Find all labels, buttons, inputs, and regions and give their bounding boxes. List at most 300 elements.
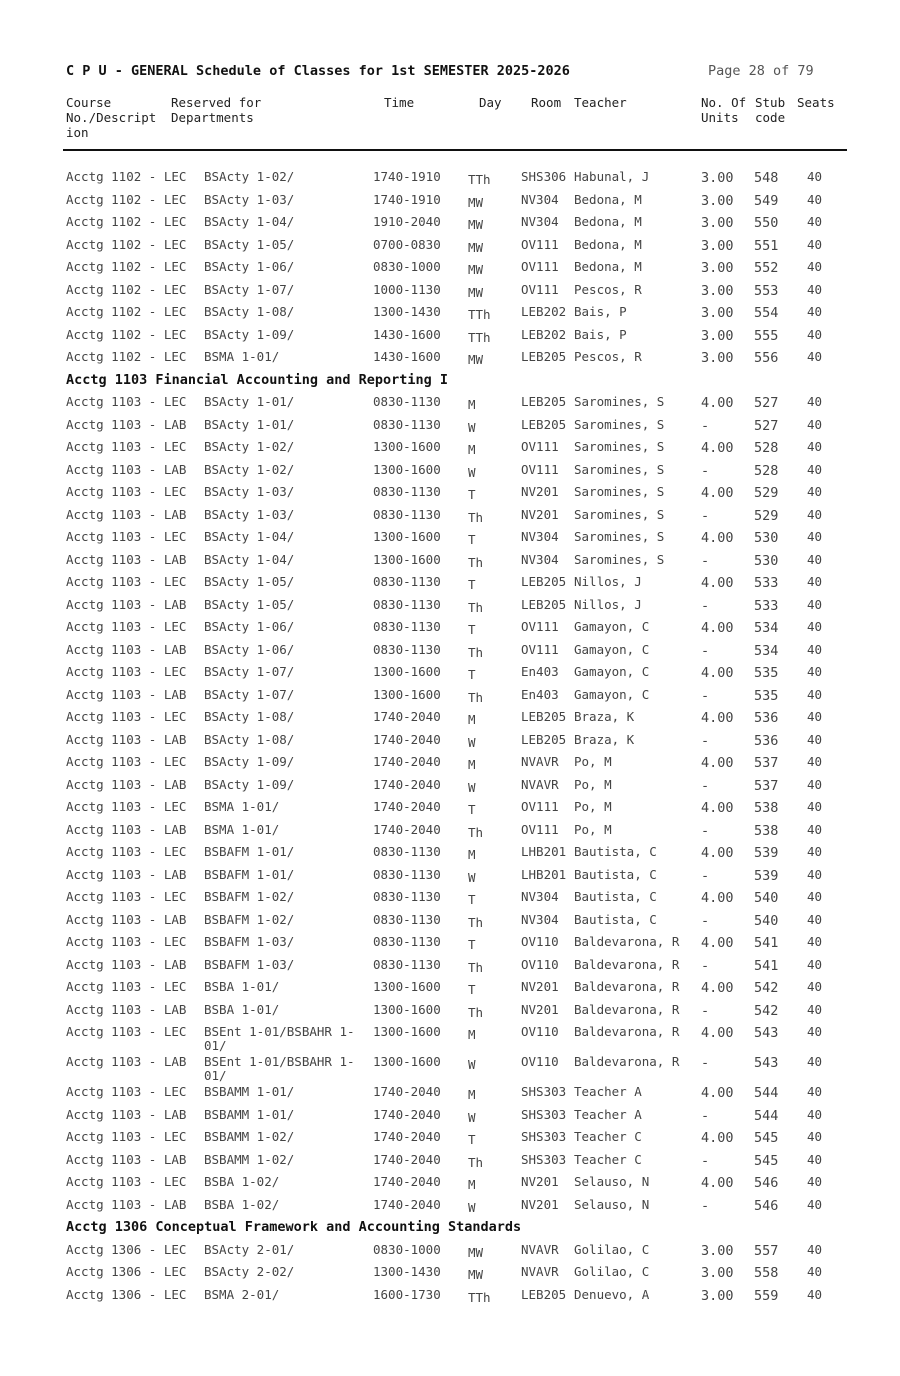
day-cell: W — [468, 464, 476, 480]
teacher-cell: Gamayon, C — [574, 664, 650, 679]
section-heading: Acctg 1103 Financial Accounting and Reporting I — [66, 371, 449, 388]
course-cell: Acctg 1103 - LEC — [66, 934, 187, 949]
seats-cell: 40 — [807, 1196, 823, 1212]
units-cell: - — [701, 687, 710, 704]
stub-cell: 539 — [754, 845, 779, 861]
stub-cell: 553 — [754, 282, 779, 299]
units-cell: 4.00 — [701, 485, 734, 501]
day-cell: T — [468, 577, 476, 592]
stub-cell: 543 — [754, 1055, 779, 1071]
day-cell: TTh — [468, 307, 491, 322]
teacher-cell: Pescos, R — [574, 349, 642, 364]
department-cell: BSActy 1-05/ — [204, 574, 295, 589]
teacher-cell: Teacher C — [574, 1151, 642, 1167]
seats-cell: 40 — [807, 776, 823, 792]
time-cell: 0830-1130 — [373, 934, 441, 949]
seats-cell: 40 — [807, 416, 823, 432]
room-cell: LEB205 — [521, 416, 567, 432]
stub-cell: 528 — [754, 440, 779, 456]
teacher-cell: Selauso, N — [574, 1196, 650, 1212]
seats-cell: 40 — [807, 191, 823, 207]
course-cell: Acctg 1103 - LEC — [66, 709, 187, 724]
units-cell: 4.00 — [701, 755, 734, 771]
course-cell: Acctg 1306 - LEC — [66, 1286, 187, 1302]
teacher-cell: Saromines, S — [574, 394, 665, 409]
department-cell: BSBA 1-01/ — [204, 979, 280, 994]
department-cell: BSActy 1-06/ — [204, 641, 295, 657]
stub-cell: 549 — [754, 192, 779, 209]
section-heading: Acctg 1306 Conceptual Framework and Accounting Standards — [66, 1219, 522, 1235]
teacher-cell: Saromines, S — [574, 506, 665, 522]
teacher-cell: Saromines, S — [574, 484, 665, 499]
time-cell: 1300-1600 — [373, 461, 441, 477]
stub-cell: 548 — [754, 170, 779, 186]
time-cell: 0830-1000 — [373, 259, 441, 274]
teacher-cell: Baldevarona, R — [574, 1001, 680, 1017]
department-cell: BSActy 1-04/ — [204, 551, 295, 567]
units-cell: 4.00 — [701, 1175, 734, 1191]
seats-cell: 40 — [807, 866, 823, 882]
day-cell: MW — [468, 262, 484, 277]
column-header-teacher: Teacher — [574, 95, 627, 110]
room-cell: NVAVR — [521, 754, 559, 769]
time-cell: 0830-1130 — [373, 911, 441, 927]
department-cell: BSMA 2-01/ — [204, 1286, 280, 1302]
department-cell: BSActy 1-03/ — [204, 484, 295, 499]
seats-cell: 40 — [807, 641, 823, 657]
room-cell: NV304 — [521, 551, 559, 567]
time-cell: 1430-1600 — [373, 349, 441, 364]
department-cell: BSActy 2-02/ — [204, 1264, 295, 1279]
room-cell: SHS306 — [521, 169, 567, 184]
seats-cell: 40 — [807, 889, 823, 904]
seats-cell: 40 — [807, 934, 823, 949]
teacher-cell: Saromines, S — [574, 461, 665, 477]
teacher-cell: Teacher A — [574, 1106, 642, 1122]
room-cell: LHB201 — [521, 844, 567, 859]
day-cell: Th — [468, 554, 484, 570]
units-cell: 4.00 — [701, 530, 734, 546]
department-cell: BSEnt 1-01/BSBAHR 1- 01/ — [204, 1054, 355, 1083]
time-cell: 1000-1130 — [373, 281, 441, 297]
teacher-cell: Po, M — [574, 776, 612, 792]
seats-cell: 40 — [807, 619, 823, 634]
day-cell: W — [468, 734, 476, 750]
day-cell: T — [468, 667, 476, 682]
department-cell: BSActy 1-09/ — [204, 326, 295, 342]
seats-cell: 40 — [807, 1084, 823, 1099]
department-cell: BSActy 1-08/ — [204, 304, 295, 319]
seats-cell: 40 — [807, 911, 823, 927]
course-cell: Acctg 1103 - LAB — [66, 1001, 187, 1017]
teacher-cell: Saromines, S — [574, 416, 665, 432]
teacher-cell: Bedona, M — [574, 214, 642, 229]
seats-cell: 40 — [807, 844, 823, 859]
units-cell: 4.00 — [701, 935, 734, 951]
teacher-cell: Bautista, C — [574, 844, 657, 859]
units-cell: 4.00 — [701, 890, 734, 906]
room-cell: LEB202 — [521, 304, 567, 319]
room-cell: OV111 — [521, 281, 559, 297]
time-cell: 1300-1600 — [373, 551, 441, 567]
day-cell: Th — [468, 599, 484, 615]
seats-cell: 40 — [807, 214, 823, 229]
department-cell: BSBAMM 1-01/ — [204, 1084, 295, 1099]
course-cell: Acctg 1103 - LAB — [66, 821, 187, 837]
seats-cell: 40 — [807, 821, 823, 837]
units-cell: - — [701, 1002, 710, 1019]
time-cell: 1740-2040 — [373, 754, 441, 769]
room-cell: NV201 — [521, 1174, 559, 1189]
department-cell: BSBAFM 1-03/ — [204, 934, 295, 949]
room-cell: NV201 — [521, 484, 559, 499]
time-cell: 1740-2040 — [373, 776, 441, 792]
course-cell: Acctg 1103 - LEC — [66, 1084, 187, 1099]
course-cell: Acctg 1103 - LEC — [66, 484, 187, 499]
stub-cell: 557 — [754, 1242, 779, 1259]
units-cell: - — [701, 1055, 710, 1071]
units-cell: 4.00 — [701, 575, 734, 591]
teacher-cell: Saromines, S — [574, 529, 665, 544]
department-cell: BSActy 1-01/ — [204, 416, 295, 432]
day-cell: T — [468, 892, 476, 907]
department-cell: BSActy 1-09/ — [204, 776, 295, 792]
time-cell: 0830-1130 — [373, 416, 441, 432]
stub-cell: 545 — [754, 1130, 779, 1146]
time-cell: 0830-1130 — [373, 506, 441, 522]
department-cell: BSActy 1-09/ — [204, 754, 295, 769]
stub-cell: 529 — [754, 485, 779, 501]
teacher-cell: Braza, K — [574, 709, 635, 724]
teacher-cell: Saromines, S — [574, 551, 665, 567]
stub-cell: 527 — [754, 417, 779, 434]
room-cell: LEB205 — [521, 574, 567, 589]
column-header-time: Time — [384, 95, 415, 110]
room-cell: NVAVR — [521, 1241, 559, 1257]
column-header-stub: Stub code — [755, 95, 786, 125]
room-cell: SHS303 — [521, 1151, 567, 1167]
course-cell: Acctg 1102 - LEC — [66, 236, 187, 252]
room-cell: SHS303 — [521, 1084, 567, 1099]
department-cell: BSMA 1-01/ — [204, 799, 280, 814]
seats-cell: 40 — [807, 506, 823, 522]
course-cell: Acctg 1102 - LEC — [66, 349, 187, 364]
course-cell: Acctg 1102 - LEC — [66, 214, 187, 229]
stub-cell: 527 — [754, 395, 779, 411]
time-cell: 0830-1130 — [373, 956, 441, 972]
course-cell: Acctg 1103 - LEC — [66, 529, 187, 544]
stub-cell: 541 — [754, 935, 779, 951]
units-cell: 3.00 — [701, 327, 734, 344]
day-cell: M — [468, 757, 476, 772]
time-cell: 0830-1130 — [373, 596, 441, 612]
time-cell: 1740-2040 — [373, 1129, 441, 1144]
seats-cell: 40 — [807, 551, 823, 567]
teacher-cell: Bautista, C — [574, 889, 657, 904]
units-cell: 4.00 — [701, 1025, 734, 1041]
room-cell: NV304 — [521, 529, 559, 544]
time-cell: 0830-1130 — [373, 574, 441, 589]
seats-cell: 40 — [807, 1174, 823, 1189]
time-cell: 1430-1600 — [373, 326, 441, 342]
department-cell: BSActy 1-07/ — [204, 664, 295, 679]
stub-cell: 545 — [754, 1152, 779, 1169]
day-cell: MW — [468, 284, 484, 300]
room-cell: OV111 — [521, 236, 559, 252]
day-cell: T — [468, 982, 476, 997]
time-cell: 1740-2040 — [373, 1174, 441, 1189]
seats-cell: 40 — [807, 281, 823, 297]
course-cell: Acctg 1103 - LAB — [66, 551, 187, 567]
course-cell: Acctg 1103 - LAB — [66, 1196, 187, 1212]
units-cell: - — [701, 507, 710, 524]
stub-cell: 535 — [754, 665, 779, 681]
stub-cell: 558 — [754, 1265, 779, 1281]
seats-cell: 40 — [807, 731, 823, 747]
department-cell: BSActy 1-04/ — [204, 214, 295, 229]
course-cell: Acctg 1103 - LEC — [66, 1129, 187, 1144]
units-cell: 3.00 — [701, 170, 734, 186]
teacher-cell: Teacher A — [574, 1084, 642, 1099]
stub-cell: 546 — [754, 1197, 779, 1214]
seats-cell: 40 — [807, 1024, 823, 1039]
day-cell: M — [468, 712, 476, 727]
teacher-cell: Bedona, M — [574, 191, 642, 207]
department-cell: BSBAMM 1-01/ — [204, 1106, 295, 1122]
teacher-cell: Habunal, J — [574, 169, 650, 184]
stub-cell: 546 — [754, 1175, 779, 1191]
time-cell: 1910-2040 — [373, 214, 441, 229]
day-cell: MW — [468, 217, 484, 232]
teacher-cell: Gamayon, C — [574, 619, 650, 634]
room-cell: OV111 — [521, 641, 559, 657]
room-cell: OV111 — [521, 259, 559, 274]
units-cell: 4.00 — [701, 395, 734, 411]
stub-cell: 533 — [754, 575, 779, 591]
units-cell: - — [701, 462, 710, 479]
teacher-cell: Bautista, C — [574, 866, 657, 882]
units-cell: 3.00 — [701, 1242, 734, 1259]
seats-cell: 40 — [807, 439, 823, 454]
seats-cell: 40 — [807, 754, 823, 769]
seats-cell: 40 — [807, 461, 823, 477]
department-cell: BSActy 1-06/ — [204, 259, 295, 274]
units-cell: - — [701, 597, 710, 614]
teacher-cell: Bautista, C — [574, 911, 657, 927]
time-cell: 1300-1600 — [373, 439, 441, 454]
teacher-cell: Saromines, S — [574, 439, 665, 454]
room-cell: NV304 — [521, 214, 559, 229]
teacher-cell: Bais, P — [574, 326, 627, 342]
time-cell: 0830-1130 — [373, 641, 441, 657]
day-cell: T — [468, 1132, 476, 1147]
units-cell: - — [701, 867, 710, 884]
units-cell: 3.00 — [701, 1287, 734, 1304]
department-cell: BSActy 1-06/ — [204, 619, 295, 634]
course-cell: Acctg 1103 - LEC — [66, 574, 187, 589]
room-cell: LEB205 — [521, 709, 567, 724]
day-cell: T — [468, 487, 476, 502]
department-cell: BSActy 1-08/ — [204, 731, 295, 747]
units-cell: 4.00 — [701, 665, 734, 681]
room-cell: NVAVR — [521, 776, 559, 792]
course-cell: Acctg 1102 - LEC — [66, 326, 187, 342]
room-cell: LEB205 — [521, 1286, 567, 1302]
time-cell: 0830-1130 — [373, 844, 441, 859]
time-cell: 1300-1430 — [373, 1264, 441, 1279]
department-cell: BSBA 1-01/ — [204, 1001, 280, 1017]
units-cell: 4.00 — [701, 1130, 734, 1146]
teacher-cell: Nillos, J — [574, 596, 642, 612]
stub-cell: 538 — [754, 822, 779, 839]
day-cell: M — [468, 442, 476, 457]
seats-cell: 40 — [807, 259, 823, 274]
seats-cell: 40 — [807, 236, 823, 252]
seats-cell: 40 — [807, 979, 823, 994]
day-cell: TTh — [468, 172, 491, 187]
time-cell: 1300-1600 — [373, 1001, 441, 1017]
teacher-cell: Teacher C — [574, 1129, 642, 1144]
day-cell: MW — [468, 1267, 484, 1282]
course-cell: Acctg 1103 - LAB — [66, 1106, 187, 1122]
room-cell: OV111 — [521, 821, 559, 837]
department-cell: BSActy 1-07/ — [204, 281, 295, 297]
seats-cell: 40 — [807, 349, 823, 364]
day-cell: Th — [468, 959, 484, 975]
seats-cell: 40 — [807, 1264, 823, 1279]
time-cell: 0830-1130 — [373, 889, 441, 904]
units-cell: 4.00 — [701, 620, 734, 636]
seats-cell: 40 — [807, 799, 823, 814]
day-cell: W — [468, 1057, 476, 1072]
day-cell: T — [468, 622, 476, 637]
time-cell: 0830-1130 — [373, 619, 441, 634]
teacher-cell: Braza, K — [574, 731, 635, 747]
room-cell: OV110 — [521, 934, 559, 949]
day-cell: Th — [468, 689, 484, 705]
units-cell: - — [701, 732, 710, 749]
stub-cell: 543 — [754, 1025, 779, 1041]
seats-cell: 40 — [807, 1106, 823, 1122]
room-cell: En403 — [521, 664, 559, 679]
day-cell: Th — [468, 1004, 484, 1020]
course-cell: Acctg 1103 - LAB — [66, 461, 187, 477]
stub-cell: 529 — [754, 507, 779, 524]
time-cell: 1740-2040 — [373, 1151, 441, 1167]
seats-cell: 40 — [807, 1241, 823, 1257]
seats-cell: 40 — [807, 529, 823, 544]
room-cell: NV201 — [521, 979, 559, 994]
units-cell: 4.00 — [701, 800, 734, 816]
stub-cell: 555 — [754, 327, 779, 344]
department-cell: BSActy 1-04/ — [204, 529, 295, 544]
room-cell: LEB205 — [521, 394, 567, 409]
day-cell: W — [468, 1109, 476, 1125]
time-cell: 1300-1600 — [373, 979, 441, 994]
seats-cell: 40 — [807, 169, 823, 184]
stub-cell: 552 — [754, 260, 779, 276]
units-cell: 4.00 — [701, 440, 734, 456]
teacher-cell: Baldevarona, R — [574, 1024, 680, 1039]
units-cell: - — [701, 822, 710, 839]
stub-cell: 537 — [754, 777, 779, 794]
units-cell: - — [701, 417, 710, 434]
units-cell: 3.00 — [701, 260, 734, 276]
department-cell: BSActy 1-05/ — [204, 236, 295, 252]
column-header-reserved: Reserved for Departments — [171, 95, 262, 125]
course-cell: Acctg 1103 - LEC — [66, 1174, 187, 1189]
teacher-cell: Bedona, M — [574, 259, 642, 274]
stub-cell: 534 — [754, 620, 779, 636]
room-cell: NV304 — [521, 911, 559, 927]
time-cell: 1300-1600 — [373, 686, 441, 702]
column-header-course: Course No./Descript ion — [66, 95, 157, 140]
course-cell: Acctg 1306 - LEC — [66, 1264, 187, 1279]
room-cell: NV201 — [521, 1196, 559, 1212]
stub-cell: 538 — [754, 800, 779, 816]
units-cell: 3.00 — [701, 350, 734, 366]
units-cell: - — [701, 1152, 710, 1169]
time-cell: 1740-2040 — [373, 1106, 441, 1122]
time-cell: 0830-1130 — [373, 394, 441, 409]
time-cell: 1740-2040 — [373, 821, 441, 837]
units-cell: 3.00 — [701, 1265, 734, 1281]
units-cell: 3.00 — [701, 237, 734, 254]
room-cell: OV111 — [521, 439, 559, 454]
department-cell: BSBAFM 1-03/ — [204, 956, 295, 972]
units-cell: 4.00 — [701, 710, 734, 726]
units-cell: 4.00 — [701, 845, 734, 861]
stub-cell: 530 — [754, 530, 779, 546]
day-cell: W — [468, 869, 476, 885]
page-title: C P U - GENERAL Schedule of Classes for 1st SEMESTER 2025-2026 — [66, 63, 570, 79]
stub-cell: 559 — [754, 1287, 779, 1304]
stub-cell: 536 — [754, 732, 779, 749]
day-cell: M — [468, 847, 476, 862]
seats-cell: 40 — [807, 326, 823, 342]
room-cell: LEB202 — [521, 326, 567, 342]
stub-cell: 544 — [754, 1085, 779, 1101]
units-cell: - — [701, 957, 710, 974]
time-cell: 1300-1600 — [373, 529, 441, 544]
teacher-cell: Golilao, C — [574, 1264, 650, 1279]
course-cell: Acctg 1103 - LAB — [66, 1151, 187, 1167]
units-cell: - — [701, 642, 710, 659]
course-cell: Acctg 1103 - LAB — [66, 776, 187, 792]
course-cell: Acctg 1103 - LAB — [66, 686, 187, 702]
course-cell: Acctg 1103 - LEC — [66, 439, 187, 454]
stub-cell: 530 — [754, 552, 779, 569]
day-cell: Th — [468, 824, 484, 840]
time-cell: 1300-1600 — [373, 1024, 441, 1039]
room-cell: OV111 — [521, 461, 559, 477]
column-header-units: No. Of Units — [701, 95, 747, 125]
course-cell: Acctg 1102 - LEC — [66, 281, 187, 297]
units-cell: 4.00 — [701, 980, 734, 996]
room-cell: OV110 — [521, 956, 559, 972]
time-cell: 1740-2040 — [373, 799, 441, 814]
day-cell: Th — [468, 509, 484, 525]
units-cell: - — [701, 1107, 710, 1124]
room-cell: OV110 — [521, 1054, 559, 1069]
room-cell: OV111 — [521, 799, 559, 814]
teacher-cell: Selauso, N — [574, 1174, 650, 1189]
stub-cell: 551 — [754, 237, 779, 254]
day-cell: Th — [468, 914, 484, 930]
stub-cell: 554 — [754, 305, 779, 321]
department-cell: BSActy 1-03/ — [204, 506, 295, 522]
time-cell: 1300-1600 — [373, 664, 441, 679]
